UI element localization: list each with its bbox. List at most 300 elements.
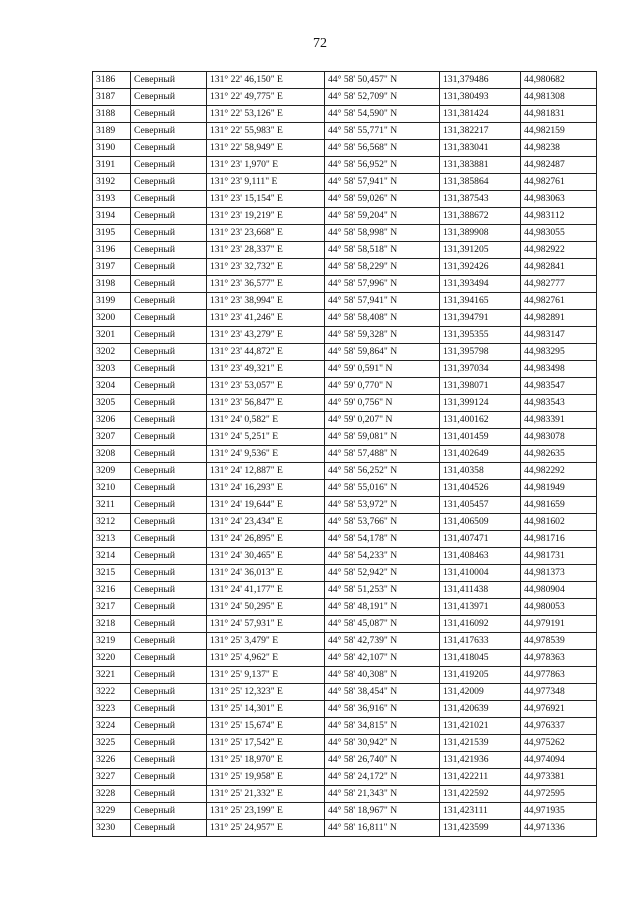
longitude-decimal-cell: 131,421936 xyxy=(440,752,521,769)
table-row xyxy=(93,735,597,752)
longitude-dms-cell: 131° 23' 9,111" E xyxy=(207,174,325,191)
zone-cell: Северный xyxy=(131,429,207,446)
point-number-cell: 3195 xyxy=(93,225,131,242)
longitude-decimal-cell: 131,422211 xyxy=(440,769,521,786)
table-row xyxy=(93,276,597,293)
table-row xyxy=(93,140,597,157)
latitude-dms-cell: 44° 58' 42,107" N xyxy=(325,650,440,667)
latitude-dms-cell: 44° 58' 57,941" N xyxy=(325,174,440,191)
table-row xyxy=(93,89,597,106)
latitude-decimal-cell: 44,983543 xyxy=(521,395,597,412)
longitude-decimal-cell: 131,394791 xyxy=(440,310,521,327)
latitude-decimal-cell: 44,981731 xyxy=(521,548,597,565)
longitude-dms-cell: 131° 23' 38,994" E xyxy=(207,293,325,310)
table-row xyxy=(93,650,597,667)
latitude-decimal-cell: 44,982777 xyxy=(521,276,597,293)
table-row xyxy=(93,310,597,327)
latitude-decimal-cell: 44,983112 xyxy=(521,208,597,225)
table-row xyxy=(93,259,597,276)
zone-cell: Северный xyxy=(131,582,207,599)
longitude-decimal-cell: 131,417633 xyxy=(440,633,521,650)
latitude-decimal-cell: 44,976921 xyxy=(521,701,597,718)
latitude-dms-cell: 44° 58' 24,172" N xyxy=(325,769,440,786)
latitude-decimal-cell: 44,983295 xyxy=(521,344,597,361)
latitude-dms-cell: 44° 58' 52,942" N xyxy=(325,565,440,582)
table-row xyxy=(93,752,597,769)
zone-cell: Северный xyxy=(131,735,207,752)
latitude-dms-cell: 44° 58' 51,253" N xyxy=(325,582,440,599)
zone-cell: Северный xyxy=(131,293,207,310)
latitude-dms-cell: 44° 58' 54,233" N xyxy=(325,548,440,565)
longitude-decimal-cell: 131,392426 xyxy=(440,259,521,276)
zone-cell: Северный xyxy=(131,191,207,208)
latitude-dms-cell: 44° 58' 18,967" N xyxy=(325,803,440,820)
table-row xyxy=(93,667,597,684)
longitude-decimal-cell: 131,393494 xyxy=(440,276,521,293)
point-number-cell: 3224 xyxy=(93,718,131,735)
point-number-cell: 3220 xyxy=(93,650,131,667)
latitude-dms-cell: 44° 58' 54,178" N xyxy=(325,531,440,548)
zone-cell: Северный xyxy=(131,242,207,259)
latitude-dms-cell: 44° 58' 57,996" N xyxy=(325,276,440,293)
zone-cell: Северный xyxy=(131,157,207,174)
longitude-dms-cell: 131° 24' 26,895" E xyxy=(207,531,325,548)
longitude-dms-cell: 131° 23' 1,970" E xyxy=(207,157,325,174)
latitude-dms-cell: 44° 58' 53,766" N xyxy=(325,514,440,531)
latitude-dms-cell: 44° 58' 59,864" N xyxy=(325,344,440,361)
latitude-dms-cell: 44° 58' 59,081" N xyxy=(325,429,440,446)
table-row xyxy=(93,633,597,650)
latitude-decimal-cell: 44,983547 xyxy=(521,378,597,395)
longitude-decimal-cell: 131,400162 xyxy=(440,412,521,429)
latitude-decimal-cell: 44,982891 xyxy=(521,310,597,327)
table-row xyxy=(93,327,597,344)
table-row xyxy=(93,361,597,378)
point-number-cell: 3203 xyxy=(93,361,131,378)
table-row xyxy=(93,225,597,242)
latitude-decimal-cell: 44,981308 xyxy=(521,89,597,106)
latitude-decimal-cell: 44,977348 xyxy=(521,684,597,701)
longitude-dms-cell: 131° 24' 0,582" E xyxy=(207,412,325,429)
point-number-cell: 3187 xyxy=(93,89,131,106)
longitude-decimal-cell: 131,399124 xyxy=(440,395,521,412)
longitude-decimal-cell: 131,42009 xyxy=(440,684,521,701)
longitude-dms-cell: 131° 23' 15,154" E xyxy=(207,191,325,208)
table-row xyxy=(93,463,597,480)
zone-cell: Северный xyxy=(131,412,207,429)
latitude-dms-cell: 44° 58' 54,590" N xyxy=(325,106,440,123)
latitude-decimal-cell: 44,980904 xyxy=(521,582,597,599)
longitude-decimal-cell: 131,383881 xyxy=(440,157,521,174)
longitude-decimal-cell: 131,413971 xyxy=(440,599,521,616)
longitude-dms-cell: 131° 24' 23,434" E xyxy=(207,514,325,531)
longitude-decimal-cell: 131,387543 xyxy=(440,191,521,208)
latitude-dms-cell: 44° 58' 50,457" N xyxy=(325,72,440,89)
point-number-cell: 3217 xyxy=(93,599,131,616)
point-number-cell: 3218 xyxy=(93,616,131,633)
longitude-dms-cell: 131° 25' 4,962" E xyxy=(207,650,325,667)
table-row xyxy=(93,395,597,412)
table-row xyxy=(93,616,597,633)
latitude-dms-cell: 44° 58' 57,488" N xyxy=(325,446,440,463)
longitude-dms-cell: 131° 23' 23,668" E xyxy=(207,225,325,242)
latitude-dms-cell: 44° 58' 53,972" N xyxy=(325,497,440,514)
point-number-cell: 3190 xyxy=(93,140,131,157)
zone-cell: Северный xyxy=(131,72,207,89)
point-number-cell: 3223 xyxy=(93,701,131,718)
latitude-dms-cell: 44° 58' 55,016" N xyxy=(325,480,440,497)
table-row xyxy=(93,803,597,820)
table-row xyxy=(93,582,597,599)
latitude-decimal-cell: 44,981716 xyxy=(521,531,597,548)
latitude-decimal-cell: 44,983498 xyxy=(521,361,597,378)
longitude-decimal-cell: 131,423111 xyxy=(440,803,521,820)
point-number-cell: 3226 xyxy=(93,752,131,769)
longitude-decimal-cell: 131,379486 xyxy=(440,72,521,89)
table-row xyxy=(93,548,597,565)
latitude-dms-cell: 44° 58' 48,191" N xyxy=(325,599,440,616)
latitude-dms-cell: 44° 58' 55,771" N xyxy=(325,123,440,140)
point-number-cell: 3194 xyxy=(93,208,131,225)
longitude-dms-cell: 131° 24' 30,465" E xyxy=(207,548,325,565)
latitude-decimal-cell: 44,981831 xyxy=(521,106,597,123)
latitude-decimal-cell: 44,983147 xyxy=(521,327,597,344)
table-row xyxy=(93,293,597,310)
latitude-decimal-cell: 44,982841 xyxy=(521,259,597,276)
longitude-decimal-cell: 131,402649 xyxy=(440,446,521,463)
latitude-decimal-cell: 44,981373 xyxy=(521,565,597,582)
point-number-cell: 3192 xyxy=(93,174,131,191)
latitude-dms-cell: 44° 58' 59,026" N xyxy=(325,191,440,208)
point-number-cell: 3229 xyxy=(93,803,131,820)
point-number-cell: 3228 xyxy=(93,786,131,803)
point-number-cell: 3202 xyxy=(93,344,131,361)
longitude-dms-cell: 131° 25' 9,137" E xyxy=(207,667,325,684)
latitude-dms-cell: 44° 59' 0,207" N xyxy=(325,412,440,429)
latitude-dms-cell: 44° 59' 0,756" N xyxy=(325,395,440,412)
latitude-decimal-cell: 44,982487 xyxy=(521,157,597,174)
longitude-decimal-cell: 131,421539 xyxy=(440,735,521,752)
table-row xyxy=(93,701,597,718)
point-number-cell: 3213 xyxy=(93,531,131,548)
point-number-cell: 3199 xyxy=(93,293,131,310)
longitude-dms-cell: 131° 22' 53,126" E xyxy=(207,106,325,123)
latitude-decimal-cell: 44,98238 xyxy=(521,140,597,157)
latitude-decimal-cell: 44,981949 xyxy=(521,480,597,497)
table-row xyxy=(93,429,597,446)
zone-cell: Северный xyxy=(131,752,207,769)
zone-cell: Северный xyxy=(131,174,207,191)
point-number-cell: 3216 xyxy=(93,582,131,599)
longitude-dms-cell: 131° 22' 58,949" E xyxy=(207,140,325,157)
latitude-decimal-cell: 44,982292 xyxy=(521,463,597,480)
longitude-decimal-cell: 131,408463 xyxy=(440,548,521,565)
latitude-decimal-cell: 44,973381 xyxy=(521,769,597,786)
zone-cell: Северный xyxy=(131,310,207,327)
latitude-dms-cell: 44° 58' 52,709" N xyxy=(325,89,440,106)
point-number-cell: 3201 xyxy=(93,327,131,344)
longitude-dms-cell: 131° 23' 32,732" E xyxy=(207,259,325,276)
longitude-decimal-cell: 131,383041 xyxy=(440,140,521,157)
zone-cell: Северный xyxy=(131,344,207,361)
longitude-decimal-cell: 131,422592 xyxy=(440,786,521,803)
zone-cell: Северный xyxy=(131,616,207,633)
latitude-decimal-cell: 44,979191 xyxy=(521,616,597,633)
point-number-cell: 3230 xyxy=(93,820,131,837)
longitude-dms-cell: 131° 22' 46,150" E xyxy=(207,72,325,89)
longitude-decimal-cell: 131,406509 xyxy=(440,514,521,531)
latitude-dms-cell: 44° 58' 42,739" N xyxy=(325,633,440,650)
table-row xyxy=(93,191,597,208)
zone-cell: Северный xyxy=(131,208,207,225)
latitude-decimal-cell: 44,983063 xyxy=(521,191,597,208)
zone-cell: Северный xyxy=(131,276,207,293)
zone-cell: Северный xyxy=(131,361,207,378)
latitude-dms-cell: 44° 58' 56,252" N xyxy=(325,463,440,480)
longitude-dms-cell: 131° 22' 55,983" E xyxy=(207,123,325,140)
point-number-cell: 3198 xyxy=(93,276,131,293)
latitude-dms-cell: 44° 58' 58,408" N xyxy=(325,310,440,327)
zone-cell: Северный xyxy=(131,395,207,412)
longitude-dms-cell: 131° 22' 49,775" E xyxy=(207,89,325,106)
longitude-dms-cell: 131° 23' 36,577" E xyxy=(207,276,325,293)
longitude-dms-cell: 131° 23' 56,847" E xyxy=(207,395,325,412)
latitude-dms-cell: 44° 58' 34,815" N xyxy=(325,718,440,735)
latitude-decimal-cell: 44,980053 xyxy=(521,599,597,616)
latitude-dms-cell: 44° 59' 0,770" N xyxy=(325,378,440,395)
latitude-dms-cell: 44° 58' 21,343" N xyxy=(325,786,440,803)
point-number-cell: 3197 xyxy=(93,259,131,276)
zone-cell: Северный xyxy=(131,820,207,837)
point-number-cell: 3210 xyxy=(93,480,131,497)
table-row xyxy=(93,786,597,803)
longitude-dms-cell: 131° 25' 23,199" E xyxy=(207,803,325,820)
table-row xyxy=(93,820,597,837)
table-row xyxy=(93,718,597,735)
latitude-decimal-cell: 44,982761 xyxy=(521,174,597,191)
latitude-decimal-cell: 44,983055 xyxy=(521,225,597,242)
table-row xyxy=(93,514,597,531)
longitude-decimal-cell: 131,405457 xyxy=(440,497,521,514)
longitude-decimal-cell: 131,404526 xyxy=(440,480,521,497)
zone-cell: Северный xyxy=(131,565,207,582)
longitude-decimal-cell: 131,385864 xyxy=(440,174,521,191)
coordinates-table xyxy=(92,71,597,837)
latitude-decimal-cell: 44,978539 xyxy=(521,633,597,650)
longitude-dms-cell: 131° 25' 18,970" E xyxy=(207,752,325,769)
zone-cell: Северный xyxy=(131,803,207,820)
longitude-decimal-cell: 131,380493 xyxy=(440,89,521,106)
latitude-decimal-cell: 44,982761 xyxy=(521,293,597,310)
longitude-dms-cell: 131° 25' 17,542" E xyxy=(207,735,325,752)
latitude-decimal-cell: 44,976337 xyxy=(521,718,597,735)
zone-cell: Северный xyxy=(131,480,207,497)
zone-cell: Северный xyxy=(131,769,207,786)
longitude-decimal-cell: 131,416092 xyxy=(440,616,521,633)
zone-cell: Северный xyxy=(131,123,207,140)
longitude-dms-cell: 131° 23' 19,219" E xyxy=(207,208,325,225)
longitude-decimal-cell: 131,419205 xyxy=(440,667,521,684)
longitude-dms-cell: 131° 24' 19,644" E xyxy=(207,497,325,514)
table-row xyxy=(93,123,597,140)
latitude-dms-cell: 44° 58' 58,229" N xyxy=(325,259,440,276)
longitude-dms-cell: 131° 23' 49,321" E xyxy=(207,361,325,378)
longitude-decimal-cell: 131,410004 xyxy=(440,565,521,582)
longitude-dms-cell: 131° 25' 19,958" E xyxy=(207,769,325,786)
point-number-cell: 3189 xyxy=(93,123,131,140)
zone-cell: Северный xyxy=(131,463,207,480)
longitude-decimal-cell: 131,401459 xyxy=(440,429,521,446)
latitude-decimal-cell: 44,971336 xyxy=(521,820,597,837)
table-row xyxy=(93,446,597,463)
longitude-decimal-cell: 131,391205 xyxy=(440,242,521,259)
point-number-cell: 3209 xyxy=(93,463,131,480)
point-number-cell: 3200 xyxy=(93,310,131,327)
latitude-decimal-cell: 44,983391 xyxy=(521,412,597,429)
table-row xyxy=(93,565,597,582)
point-number-cell: 3196 xyxy=(93,242,131,259)
longitude-decimal-cell: 131,411438 xyxy=(440,582,521,599)
table-row xyxy=(93,480,597,497)
latitude-dms-cell: 44° 58' 58,998" N xyxy=(325,225,440,242)
point-number-cell: 3191 xyxy=(93,157,131,174)
point-number-cell: 3219 xyxy=(93,633,131,650)
longitude-decimal-cell: 131,407471 xyxy=(440,531,521,548)
latitude-dms-cell: 44° 58' 40,308" N xyxy=(325,667,440,684)
latitude-decimal-cell: 44,982922 xyxy=(521,242,597,259)
point-number-cell: 3214 xyxy=(93,548,131,565)
latitude-decimal-cell: 44,983078 xyxy=(521,429,597,446)
latitude-decimal-cell: 44,981602 xyxy=(521,514,597,531)
longitude-dms-cell: 131° 23' 53,057" E xyxy=(207,378,325,395)
zone-cell: Северный xyxy=(131,106,207,123)
longitude-dms-cell: 131° 25' 21,332" E xyxy=(207,786,325,803)
point-number-cell: 3205 xyxy=(93,395,131,412)
table-row xyxy=(93,157,597,174)
latitude-dms-cell: 44° 58' 59,328" N xyxy=(325,327,440,344)
longitude-decimal-cell: 131,418045 xyxy=(440,650,521,667)
zone-cell: Северный xyxy=(131,140,207,157)
table-row xyxy=(93,497,597,514)
zone-cell: Северный xyxy=(131,786,207,803)
longitude-decimal-cell: 131,389908 xyxy=(440,225,521,242)
longitude-dms-cell: 131° 23' 28,337" E xyxy=(207,242,325,259)
zone-cell: Северный xyxy=(131,667,207,684)
latitude-decimal-cell: 44,977863 xyxy=(521,667,597,684)
table-row xyxy=(93,208,597,225)
table-row xyxy=(93,106,597,123)
point-number-cell: 3211 xyxy=(93,497,131,514)
zone-cell: Северный xyxy=(131,259,207,276)
latitude-dms-cell: 44° 58' 38,454" N xyxy=(325,684,440,701)
table-row xyxy=(93,344,597,361)
page-number: 72 xyxy=(313,36,327,51)
longitude-decimal-cell: 131,398071 xyxy=(440,378,521,395)
table-row xyxy=(93,412,597,429)
point-number-cell: 3212 xyxy=(93,514,131,531)
latitude-dms-cell: 44° 58' 56,952" N xyxy=(325,157,440,174)
zone-cell: Северный xyxy=(131,225,207,242)
zone-cell: Северный xyxy=(131,327,207,344)
table-row xyxy=(93,242,597,259)
zone-cell: Северный xyxy=(131,531,207,548)
longitude-dms-cell: 131° 25' 15,674" E xyxy=(207,718,325,735)
point-number-cell: 3186 xyxy=(93,72,131,89)
latitude-decimal-cell: 44,971935 xyxy=(521,803,597,820)
table-row xyxy=(93,378,597,395)
longitude-decimal-cell: 131,388672 xyxy=(440,208,521,225)
table-row xyxy=(93,769,597,786)
longitude-decimal-cell: 131,420639 xyxy=(440,701,521,718)
latitude-dms-cell: 44° 58' 56,568" N xyxy=(325,140,440,157)
latitude-decimal-cell: 44,981659 xyxy=(521,497,597,514)
longitude-dms-cell: 131° 24' 57,931" E xyxy=(207,616,325,633)
longitude-dms-cell: 131° 23' 41,246" E xyxy=(207,310,325,327)
longitude-decimal-cell: 131,397034 xyxy=(440,361,521,378)
latitude-dms-cell: 44° 58' 16,811" N xyxy=(325,820,440,837)
longitude-dms-cell: 131° 23' 44,872" E xyxy=(207,344,325,361)
latitude-dms-cell: 44° 58' 30,942" N xyxy=(325,735,440,752)
longitude-dms-cell: 131° 24' 16,293" E xyxy=(207,480,325,497)
point-number-cell: 3215 xyxy=(93,565,131,582)
latitude-decimal-cell: 44,982159 xyxy=(521,123,597,140)
longitude-decimal-cell: 131,423599 xyxy=(440,820,521,837)
point-number-cell: 3206 xyxy=(93,412,131,429)
zone-cell: Северный xyxy=(131,718,207,735)
longitude-dms-cell: 131° 24' 41,177" E xyxy=(207,582,325,599)
zone-cell: Северный xyxy=(131,701,207,718)
longitude-decimal-cell: 131,381424 xyxy=(440,106,521,123)
longitude-dms-cell: 131° 24' 36,013" E xyxy=(207,565,325,582)
longitude-decimal-cell: 131,394165 xyxy=(440,293,521,310)
latitude-dms-cell: 44° 58' 57,941" N xyxy=(325,293,440,310)
latitude-decimal-cell: 44,978363 xyxy=(521,650,597,667)
latitude-decimal-cell: 44,974094 xyxy=(521,752,597,769)
longitude-dms-cell: 131° 24' 9,536" E xyxy=(207,446,325,463)
longitude-dms-cell: 131° 25' 24,957" E xyxy=(207,820,325,837)
zone-cell: Северный xyxy=(131,446,207,463)
table-row xyxy=(93,174,597,191)
longitude-decimal-cell: 131,395798 xyxy=(440,344,521,361)
zone-cell: Северный xyxy=(131,650,207,667)
point-number-cell: 3188 xyxy=(93,106,131,123)
longitude-dms-cell: 131° 24' 5,251" E xyxy=(207,429,325,446)
longitude-dms-cell: 131° 25' 12,323" E xyxy=(207,684,325,701)
zone-cell: Северный xyxy=(131,514,207,531)
latitude-decimal-cell: 44,972595 xyxy=(521,786,597,803)
latitude-dms-cell: 44° 58' 26,740" N xyxy=(325,752,440,769)
latitude-decimal-cell: 44,980682 xyxy=(521,72,597,89)
longitude-dms-cell: 131° 25' 14,301" E xyxy=(207,701,325,718)
table-row xyxy=(93,684,597,701)
longitude-dms-cell: 131° 23' 43,279" E xyxy=(207,327,325,344)
longitude-decimal-cell: 131,382217 xyxy=(440,123,521,140)
zone-cell: Северный xyxy=(131,684,207,701)
latitude-dms-cell: 44° 58' 36,916" N xyxy=(325,701,440,718)
point-number-cell: 3204 xyxy=(93,378,131,395)
latitude-dms-cell: 44° 58' 59,204" N xyxy=(325,208,440,225)
point-number-cell: 3208 xyxy=(93,446,131,463)
zone-cell: Северный xyxy=(131,89,207,106)
latitude-dms-cell: 44° 59' 0,591" N xyxy=(325,361,440,378)
table-row xyxy=(93,599,597,616)
latitude-decimal-cell: 44,982635 xyxy=(521,446,597,463)
zone-cell: Северный xyxy=(131,378,207,395)
longitude-dms-cell: 131° 24' 50,295" E xyxy=(207,599,325,616)
point-number-cell: 3193 xyxy=(93,191,131,208)
zone-cell: Северный xyxy=(131,599,207,616)
longitude-decimal-cell: 131,40358 xyxy=(440,463,521,480)
